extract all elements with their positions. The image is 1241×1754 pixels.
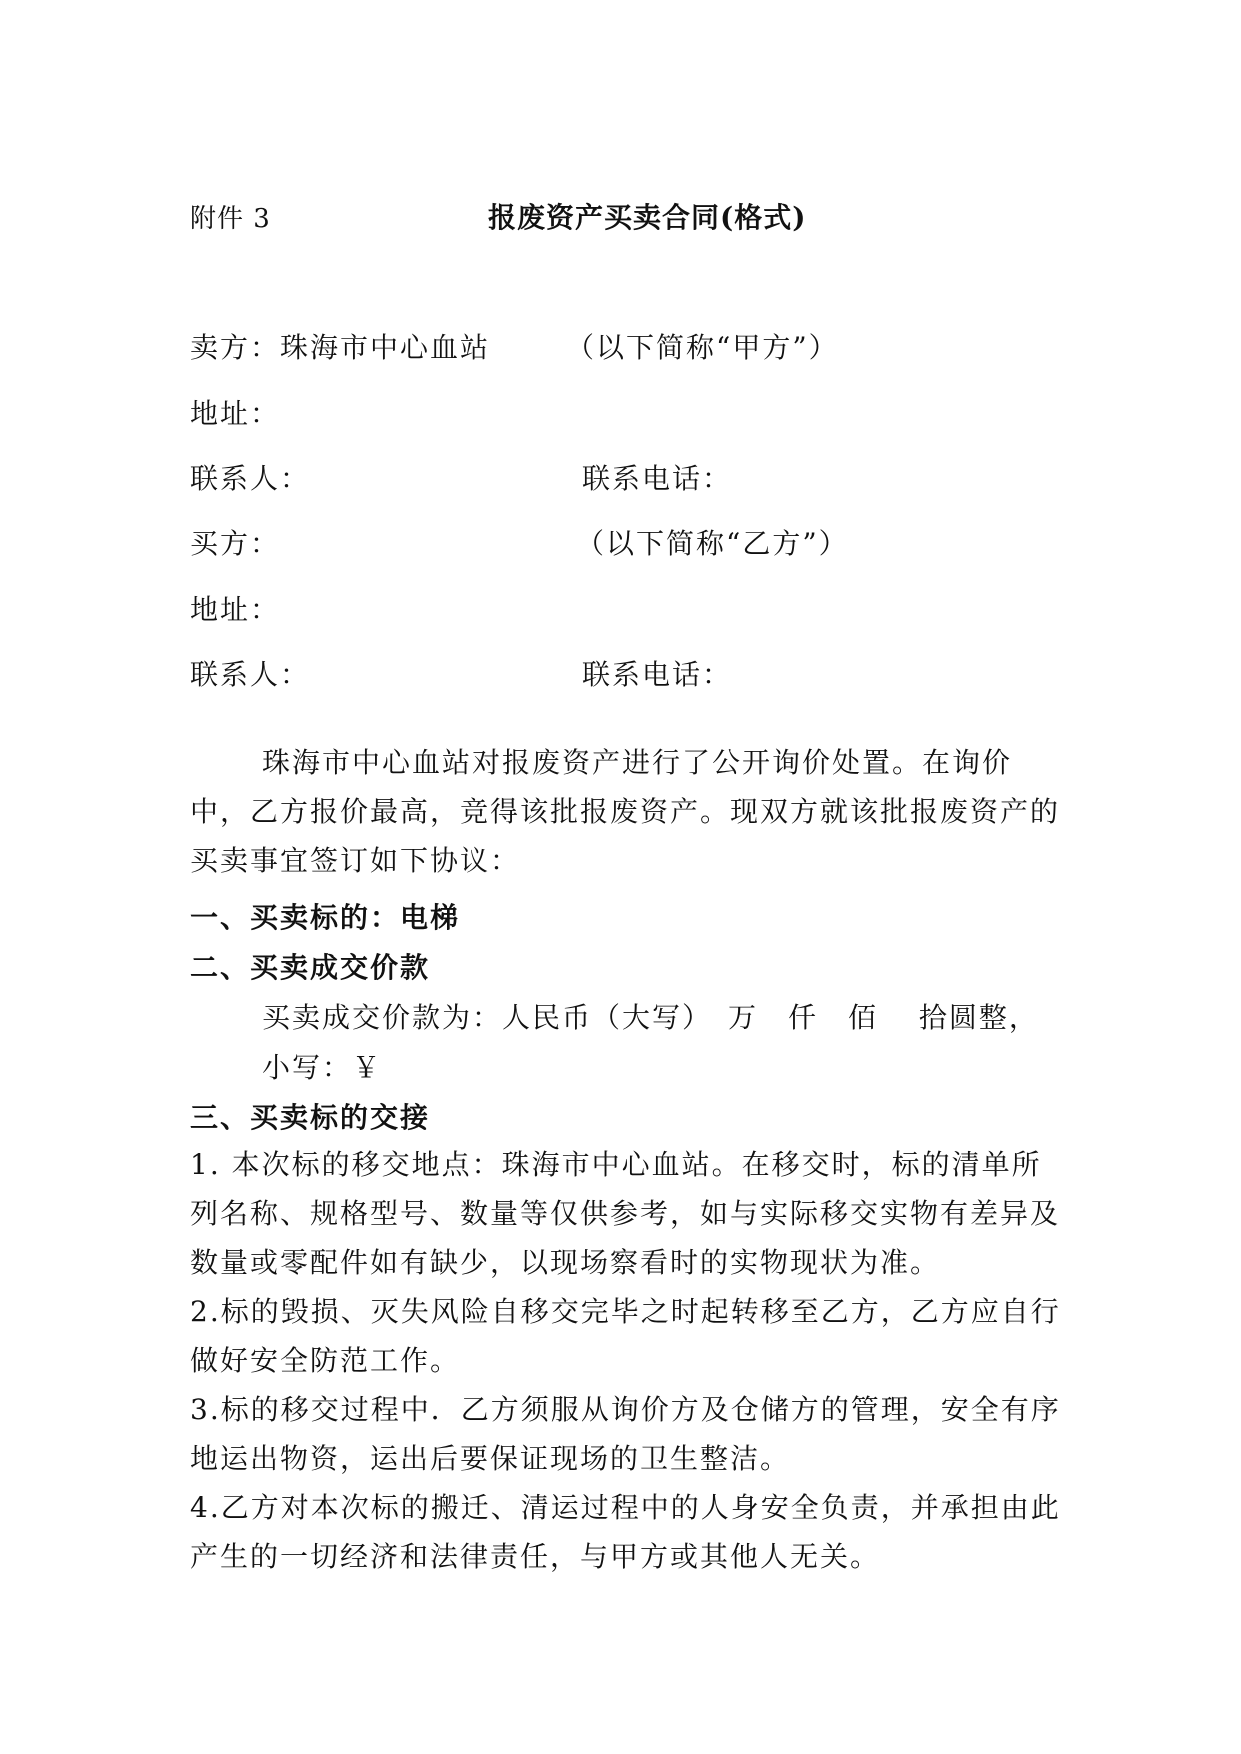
- intro-paragraph: 珠海市中心血站对报废资产进行了公开询价处置。在询价中，乙方报价最高，竞得该批报废资产。现双方就该批报废资产的买卖事宜签订如下协议：: [190, 746, 1061, 877]
- section-3-title: 三、买卖标的交接: [190, 1101, 431, 1134]
- seller-name: 卖方：珠海市中心血站: [190, 331, 491, 364]
- clause-3-2: 2.标的毁损、灭失风险自移交完毕之时起转移至乙方，乙方应自行做好安全防范工作。: [190, 1295, 1061, 1377]
- seller-contact: 联系人：: [190, 462, 311, 495]
- buyer-alias: （以下简称“乙方”）: [576, 527, 849, 560]
- document-title: 报废资产买卖合同(格式): [488, 201, 807, 234]
- clause-3-3: 3.标的移交过程中．乙方须服从询价方及仓储方的管理，安全有序地运出物资，运出后要保证现场的卫生整洁。: [190, 1393, 1061, 1475]
- buyer-phone: 联系电话：: [582, 658, 733, 691]
- buyer-contact: 联系人：: [190, 658, 311, 691]
- attachment-label: 附件 3: [190, 204, 271, 234]
- buyer-address: 地址：: [190, 593, 281, 626]
- seller-phone: 联系电话：: [582, 462, 733, 495]
- seller-address: 地址：: [190, 397, 281, 430]
- price-small-line: 小写：￥: [262, 1051, 383, 1084]
- price-line: 买卖成交价款为：人民币（大写） 万 仟 佰 拾圆整，: [262, 1001, 1039, 1034]
- clause-3-4: 4.乙方对本次标的搬迁、清运过程中的人身安全负责，并承担由此产生的一切经济和法律责任，与甲方或其他人无关。: [190, 1491, 1061, 1573]
- section-1-title: 一、买卖标的：电梯: [190, 901, 461, 934]
- buyer-name: 买方：: [190, 527, 281, 560]
- clause-3-1: 1. 本次标的移交地点：珠海市中心血站。在移交时，标的清单所列名称、规格型号、数量等仅供参考，如与实际移交实物有差异及数量或零配件如有缺少，以现场察看时的实物现状为准。: [190, 1148, 1061, 1279]
- seller-alias: （以下简称“甲方”）: [566, 331, 839, 364]
- section-2-title: 二、买卖成交价款: [190, 951, 431, 984]
